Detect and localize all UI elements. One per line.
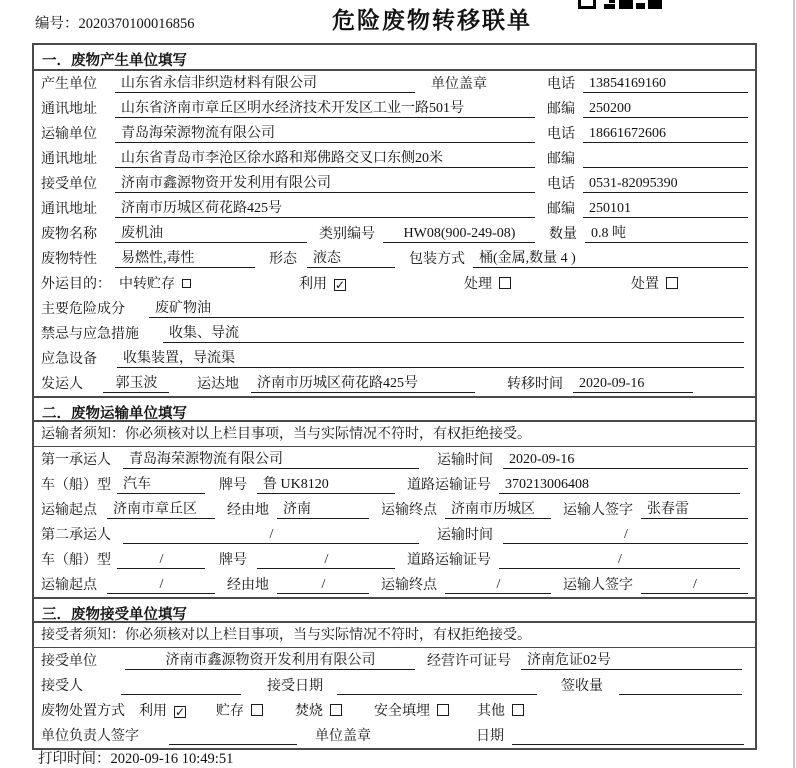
origin-label: 运输起点 bbox=[41, 578, 97, 593]
purpose-option-dispose bbox=[631, 276, 678, 293]
qr-block bbox=[648, 0, 662, 9]
print-time-value: 2020-09-16 10:49:51 bbox=[110, 751, 234, 767]
row-accept-unit bbox=[34, 648, 755, 673]
option-label: 利用 bbox=[299, 277, 327, 292]
accept-date-label: 接受日期 bbox=[267, 679, 323, 694]
qr-code-fragment bbox=[578, 0, 664, 10]
row-producer-address bbox=[34, 96, 755, 121]
serial-value: 2020370100016856 bbox=[78, 16, 195, 32]
quantity-value: 0.8 吨 bbox=[585, 225, 748, 243]
zip-label: 邮编 bbox=[547, 152, 575, 167]
accept-date-value bbox=[337, 678, 537, 695]
transport-time-label: 运输时间 bbox=[437, 453, 493, 468]
dispose-option-storage bbox=[216, 703, 263, 720]
dispose-method-label: 废物处置方式 bbox=[41, 704, 125, 719]
phone-label: 电话 bbox=[547, 77, 575, 92]
row-producer bbox=[34, 71, 755, 96]
shipper-label: 发运人 bbox=[41, 377, 83, 392]
character-label: 废物特性 bbox=[41, 252, 97, 267]
manifest-form bbox=[32, 43, 757, 750]
dispose-option-landfill bbox=[374, 703, 449, 720]
road-permit2-value: / bbox=[499, 551, 740, 569]
acceptor-value bbox=[121, 678, 241, 695]
transfer-time-label: 转移时间 bbox=[507, 377, 563, 392]
producer-label: 产生单位 bbox=[41, 77, 97, 92]
phone-label: 电话 bbox=[547, 127, 575, 142]
option-label: 中转贮存 bbox=[119, 277, 175, 292]
vehicle2-value: / bbox=[117, 551, 205, 569]
purpose-option-storage bbox=[119, 276, 191, 293]
receiver-address-value: 济南市历城区荷花路425号 bbox=[115, 200, 535, 218]
address-label: 通讯地址 bbox=[41, 202, 97, 217]
origin-label: 运输起点 bbox=[41, 503, 97, 518]
date-label: 日期 bbox=[476, 729, 504, 744]
plate-label: 牌号 bbox=[219, 478, 247, 493]
plate-label: 牌号 bbox=[219, 553, 247, 568]
hazard-value: 废矿物油 bbox=[149, 300, 744, 318]
form-label: 形态 bbox=[269, 252, 297, 267]
road-permit-label: 道路运输证号 bbox=[407, 478, 491, 493]
terminal1-value: 济南市历城区 bbox=[445, 501, 551, 519]
row-route1 bbox=[34, 497, 755, 522]
shipper-value: 郭玉波 bbox=[103, 375, 169, 393]
phone-label: 电话 bbox=[547, 177, 575, 192]
carrier2-label: 第二承运人 bbox=[41, 528, 111, 543]
checkbox-dispose bbox=[666, 277, 678, 289]
section3-header: 三．废物接受单位填写 bbox=[34, 597, 755, 623]
unit-seal-label: 单位盖章 bbox=[315, 729, 371, 744]
received-qty-value bbox=[619, 678, 742, 695]
form-value: 液态 bbox=[307, 250, 395, 268]
producer-phone-value: 13854169160 bbox=[583, 75, 748, 93]
quantity-label: 数量 bbox=[549, 227, 577, 242]
received-qty-label: 签收量 bbox=[561, 679, 603, 694]
option-label: 安全填埋 bbox=[374, 704, 430, 719]
sign2-value: / bbox=[641, 576, 748, 594]
checkbox-other bbox=[512, 704, 524, 716]
receiver-notice-text: 接受者须知：你必须核对以上栏目事项，当与实际情况不符时，有权拒绝接受。 bbox=[41, 627, 531, 643]
row-taboo-measures bbox=[34, 321, 755, 346]
terminal2-value: / bbox=[445, 576, 551, 594]
option-label: 处理 bbox=[464, 277, 492, 292]
equipment-label: 应急设备 bbox=[41, 352, 97, 367]
checkbox-landfill bbox=[437, 704, 449, 716]
row-first-carrier bbox=[34, 447, 755, 472]
accept-unit-value: 济南市鑫源物资开发利用有限公司 bbox=[125, 652, 415, 670]
receiver-label: 接受单位 bbox=[41, 177, 97, 192]
checkbox-incinerate bbox=[330, 704, 342, 716]
vehicle1-value: 汽车 bbox=[117, 476, 205, 494]
purpose-label: 外运目的： bbox=[41, 277, 111, 292]
destination-value: 济南市历城区荷花路425号 bbox=[251, 375, 475, 393]
checkbox-treat bbox=[499, 277, 511, 289]
hazard-label: 主要危险成分 bbox=[41, 302, 125, 317]
destination-label: 运达地 bbox=[197, 377, 239, 392]
option-label: 其他 bbox=[477, 704, 505, 719]
section1-header: 一．废物产生单位填写 bbox=[34, 45, 755, 71]
row-waste-character bbox=[34, 246, 755, 271]
page-title: 危险废物转移联单 bbox=[332, 7, 532, 33]
waste-name-value: 废机油 bbox=[115, 225, 307, 243]
packing-label: 包装方式 bbox=[409, 252, 465, 267]
plate2-value: / bbox=[257, 551, 395, 569]
origin2-value: / bbox=[107, 576, 215, 594]
serial-number-line bbox=[35, 12, 195, 33]
row-dispose-method bbox=[34, 698, 755, 723]
date-value bbox=[512, 728, 744, 745]
chief-sign-label: 单位负责人签字 bbox=[41, 729, 139, 744]
carrier2-time-value: / bbox=[503, 526, 748, 544]
option-label: 贮存 bbox=[216, 704, 244, 719]
address-label: 通讯地址 bbox=[41, 102, 97, 117]
chief-sign-value bbox=[169, 728, 297, 745]
via-label: 经由地 bbox=[227, 578, 269, 593]
dispose-option-utilize bbox=[139, 703, 186, 720]
producer-value: 山东省永信非织造材料有限公司 bbox=[115, 75, 415, 93]
qr-block bbox=[619, 0, 633, 9]
scan-edge-line bbox=[793, 0, 795, 768]
receiver-value: 济南市鑫源物资开发利用有限公司 bbox=[115, 175, 535, 193]
vehicle-type-label: 车（船）型 bbox=[41, 478, 111, 493]
transporter-zip-value bbox=[583, 151, 748, 168]
via1-value: 济南 bbox=[277, 501, 369, 519]
option-label: 处置 bbox=[631, 277, 659, 292]
transporter-value: 青岛海荣源物流有限公司 bbox=[115, 125, 535, 143]
zip-label: 邮编 bbox=[547, 202, 575, 217]
row-shipper bbox=[34, 371, 755, 396]
transporter-phone-value: 18661672606 bbox=[583, 125, 748, 143]
license-label: 经营许可证号 bbox=[427, 654, 511, 669]
transport-time-label: 运输时间 bbox=[437, 528, 493, 543]
zip-label: 邮编 bbox=[547, 102, 575, 117]
sign1-value: 张春雷 bbox=[641, 501, 748, 519]
row-chief-signature bbox=[34, 723, 755, 748]
category-value: HW08(900-249-08) bbox=[383, 225, 535, 243]
row-hazard-component bbox=[34, 296, 755, 321]
carrier1-time-value: 2020-09-16 bbox=[503, 451, 748, 469]
plate1-value: 鲁 UK8120 bbox=[257, 476, 395, 494]
accept-unit-label: 接受单位 bbox=[41, 654, 97, 669]
purpose-option-treat bbox=[464, 276, 511, 293]
transfer-time-value: 2020-09-16 bbox=[573, 375, 693, 393]
dispose-option-other bbox=[477, 703, 524, 720]
row-vehicle2 bbox=[34, 547, 755, 572]
row-second-carrier bbox=[34, 522, 755, 547]
qr-block bbox=[636, 3, 645, 9]
via-label: 经由地 bbox=[227, 503, 269, 518]
origin1-value: 济南市章丘区 bbox=[107, 501, 215, 519]
transporter-notice-text: 运输者须知：你必须核对以上栏目事项，当与实际情况不符时，有权拒绝接受。 bbox=[41, 426, 531, 442]
category-label: 类别编号 bbox=[319, 227, 375, 242]
qr-block bbox=[604, 4, 615, 9]
row-vehicle1 bbox=[34, 472, 755, 497]
row-transporter-address bbox=[34, 146, 755, 171]
receiver-phone-value: 0531-82095390 bbox=[583, 175, 748, 193]
character-value: 易燃性,毒性 bbox=[115, 250, 255, 268]
address-label: 通讯地址 bbox=[41, 152, 97, 167]
receiver-zip-value: 250101 bbox=[583, 200, 748, 218]
section2-header: 二．废物运输单位填写 bbox=[34, 396, 755, 422]
terminal-label: 运输终点 bbox=[381, 503, 437, 518]
serial-label: 编号： bbox=[35, 16, 79, 32]
qr-block bbox=[578, 0, 596, 9]
row-waste-name bbox=[34, 221, 755, 246]
waste-name-label: 废物名称 bbox=[41, 227, 97, 242]
terminal-label: 运输终点 bbox=[381, 578, 437, 593]
transporter-address-value: 山东省青岛市李沧区徐水路和郑佛路交叉口东侧20米 bbox=[115, 150, 535, 168]
carrier2-value: / bbox=[123, 526, 419, 544]
row-receiver bbox=[34, 171, 755, 196]
row-acceptor bbox=[34, 673, 755, 698]
row-transporter-notice bbox=[34, 422, 755, 447]
row-receiver-notice bbox=[34, 623, 755, 648]
carrier-sign-label: 运输人签字 bbox=[563, 578, 633, 593]
row-route2 bbox=[34, 572, 755, 597]
carrier-sign-label: 运输人签字 bbox=[563, 503, 633, 518]
packing-value: 桶(金属,数量 4 ) bbox=[473, 250, 748, 268]
carrier1-value: 青岛海荣源物流有限公司 bbox=[123, 451, 419, 469]
checkbox-storage bbox=[182, 279, 191, 288]
row-transfer-purpose bbox=[34, 271, 755, 296]
checkbox-utilize: ✓ bbox=[335, 278, 346, 292]
taboo-label: 禁忌与应急措施 bbox=[41, 327, 139, 342]
row-transporter bbox=[34, 121, 755, 146]
print-time-label: 打印时间： bbox=[38, 751, 111, 767]
dispose-option-incinerate bbox=[295, 703, 342, 720]
transporter-label: 运输单位 bbox=[41, 127, 97, 142]
option-label: 焚烧 bbox=[295, 704, 323, 719]
checkbox-storage bbox=[251, 704, 263, 716]
qr-block bbox=[609, 0, 615, 3]
vehicle-type-label: 车（船）型 bbox=[41, 553, 111, 568]
checkbox-utilize: ✓ bbox=[175, 705, 186, 719]
producer-address-value: 山东省济南市章丘区明水经济技术开发区工业一路501号 bbox=[115, 100, 535, 118]
producer-zip-value: 250200 bbox=[583, 100, 748, 118]
acceptor-label: 接受人 bbox=[41, 679, 83, 694]
print-time-line bbox=[38, 747, 233, 768]
license-value: 济南危证02号 bbox=[521, 652, 742, 670]
road-permit1-value: 370213006408 bbox=[499, 476, 740, 494]
via2-value: / bbox=[277, 576, 369, 594]
row-receiver-address bbox=[34, 196, 755, 221]
purpose-option-utilize bbox=[299, 276, 346, 293]
taboo-value: 收集、导流 bbox=[163, 325, 744, 343]
carrier1-label: 第一承运人 bbox=[41, 453, 111, 468]
row-emergency-equipment bbox=[34, 346, 755, 371]
equipment-value: 收集装置，导流渠 bbox=[117, 350, 744, 368]
seal-label: 单位盖章 bbox=[431, 77, 487, 92]
option-label: 利用 bbox=[139, 704, 167, 719]
road-permit-label: 道路运输证号 bbox=[407, 553, 491, 568]
